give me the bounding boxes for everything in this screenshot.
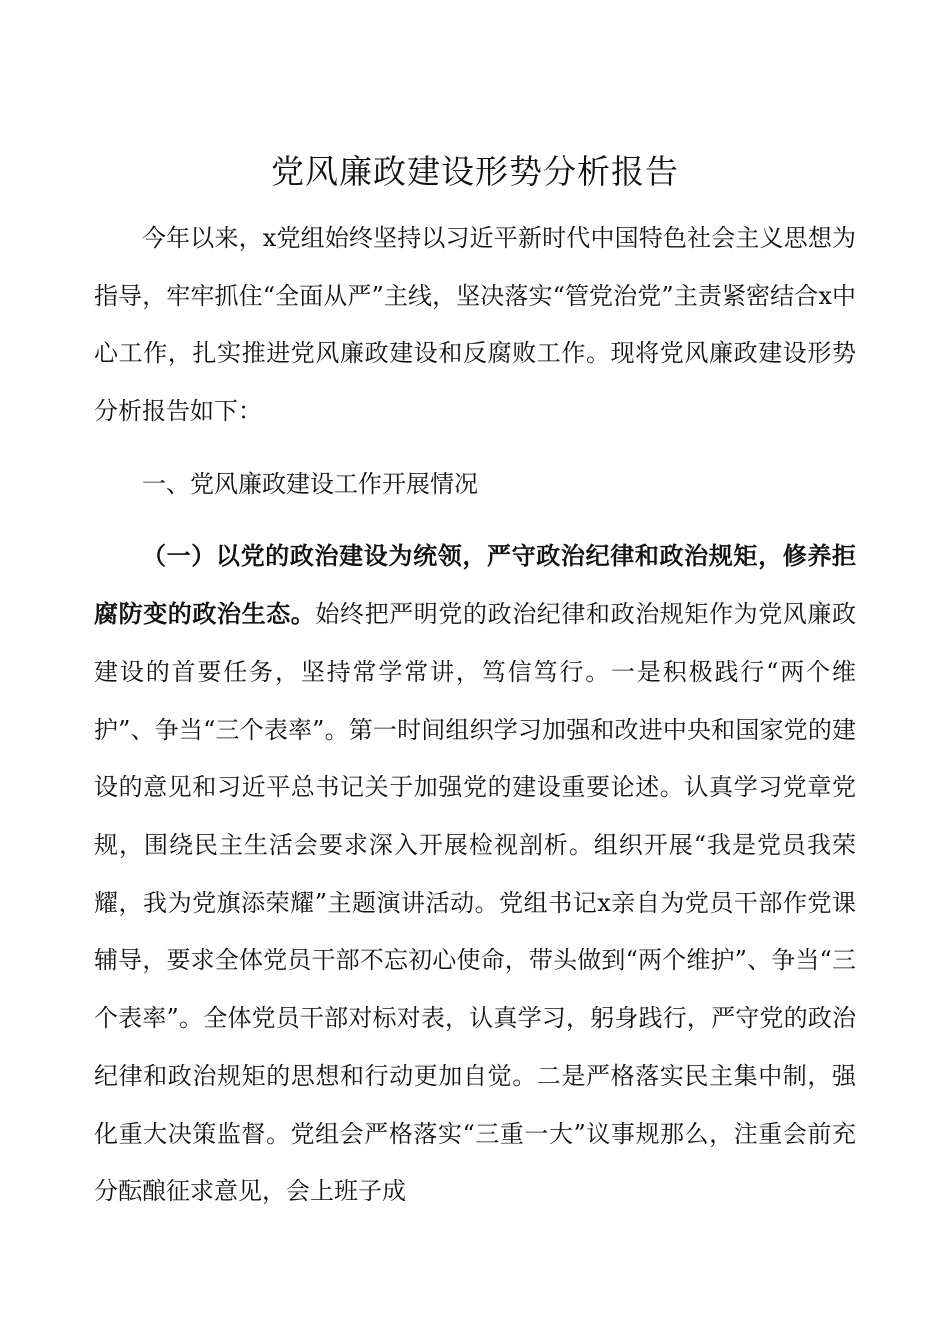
- subsection-lead-1: （一）以党的政治建设为统领，严守政治纪律和政治规矩，修养拒腐防变的政治生态。: [94, 540, 856, 629]
- document-page: [94, 0, 856, 1221]
- subsection-body-1: 始终把严明党的政治纪律和政治规矩作为党风廉政建设的首要任务，坚持常学常讲，笃信笃行。一是积极践行“两个维护”、争当“三个表率”。第一时间组织学习加强和改进中央和国家党的建设的意见和习近平总书记关于加强党的建设重要论述。认真学习党章党规，围绕民主生活会要求深入开展检视剖析。组织开展“我是党员我荣耀，我为党旗添荣耀”主题演讲活动。党组书记x亲自为党员干部作党课辅导，要求全体党员干部不忘初心使命，带头做到“两个维护”、争当“三个表率”。全体党员干部对标对表，认真学习，躬身践行，严守党的政治纪律和政治规矩的思想和行动更加自觉。二是严格落实民主集中制，强化重大决策监督。党组会严格落实“三重一大”议事规那么，注重会前充分酝酿征求意见，会上班子成: [94, 600, 857, 1206]
- subsection-paragraph-1: [94, 527, 856, 1221]
- document-title: 党风廉政建设形势分析报告: [271, 152, 679, 191]
- intro-paragraph: 今年以来，x党组始终坚持以习近平新时代中国特色社会主义思想为指导，牢牢抓住“全面从严”主线，坚决落实“管党治党”主责紧密结合x中心工作，扎实推进党风廉政建设和反腐败工作。现将党风廉政建设形势分析报告如下：: [94, 224, 856, 426]
- section-heading-1: 一、党风廉政建设工作开展情况: [142, 469, 478, 498]
